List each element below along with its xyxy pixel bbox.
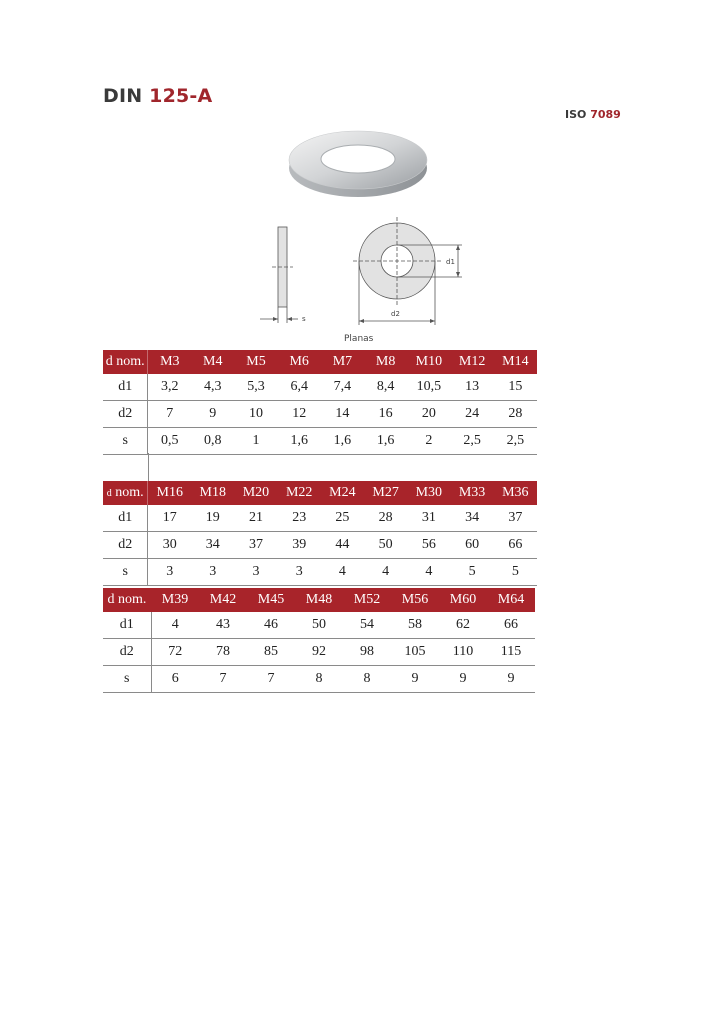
iso-code: 7089 [590,108,621,121]
size-cell: M60 [439,588,487,612]
size-cell: M18 [191,481,234,505]
table-row [103,505,537,532]
table-row [103,374,537,401]
row-label: d2 [103,532,148,559]
value-cell: 44 [321,532,364,559]
value-cell: 17 [148,505,191,532]
value-cell: 7 [247,666,295,693]
size-cell: M64 [487,588,535,612]
value-cell: 7 [148,401,191,428]
value-cell: 4 [151,612,199,639]
size-cell: M3 [148,350,191,374]
value-cell: 85 [247,639,295,666]
value-cell: 3 [148,559,191,586]
row-label: s [103,428,148,455]
value-cell: 110 [439,639,487,666]
value-cell: 0,8 [191,428,234,455]
size-cell: M52 [343,588,391,612]
value-cell: 9 [191,401,234,428]
figure-caption: Planas [344,334,374,344]
size-cell: M30 [407,481,450,505]
table-row [103,559,537,586]
row-label: s [103,559,148,586]
row-label: d1 [103,612,151,639]
value-cell: 1 [234,428,277,455]
iso-reference [565,108,621,121]
size-table-2 [103,481,537,586]
size-cell: M12 [450,350,493,374]
value-cell: 8 [295,666,343,693]
table-row [103,612,535,639]
value-cell: 23 [278,505,321,532]
value-cell: 21 [234,505,277,532]
washer-photo [283,124,433,204]
header-label-small: d [106,488,112,499]
table-divider [148,453,149,481]
table-row [103,428,537,455]
value-cell: 37 [494,505,537,532]
value-cell: 50 [364,532,407,559]
value-cell: 25 [321,505,364,532]
value-cell: 0,5 [148,428,191,455]
row-label: d1 [103,505,148,532]
header-label-main: nom. [115,485,144,500]
value-cell: 5 [494,559,537,586]
value-cell: 4 [407,559,450,586]
value-cell: 58 [391,612,439,639]
table-row [103,401,537,428]
dim-d2-label: d2 [391,310,400,318]
value-cell: 3 [191,559,234,586]
value-cell: 1,6 [278,428,321,455]
value-cell: 10 [234,401,277,428]
size-cell: M56 [391,588,439,612]
size-cell: M16 [148,481,191,505]
document-title [103,85,212,107]
dim-d1-label: d1 [446,258,455,266]
value-cell: 2,5 [450,428,493,455]
value-cell: 9 [391,666,439,693]
standard-code: 125-A [149,85,213,107]
technical-drawing [250,215,470,333]
header-label [103,481,148,505]
value-cell: 50 [295,612,343,639]
value-cell: 56 [407,532,450,559]
size-cell: M39 [151,588,199,612]
size-cell: M24 [321,481,364,505]
value-cell: 13 [450,374,493,401]
value-cell: 2 [407,428,450,455]
table-header-row [103,481,537,505]
row-label: d2 [103,401,148,428]
size-cell: M36 [494,481,537,505]
size-table-1 [103,350,537,455]
size-cell: M4 [191,350,234,374]
value-cell: 5,3 [234,374,277,401]
value-cell: 3 [278,559,321,586]
size-cell: M5 [234,350,277,374]
value-cell: 92 [295,639,343,666]
value-cell: 72 [151,639,199,666]
value-cell: 54 [343,612,391,639]
value-cell: 16 [364,401,407,428]
table-header-row [103,588,535,612]
value-cell: 62 [439,612,487,639]
value-cell: 28 [494,401,537,428]
value-cell: 60 [450,532,493,559]
value-cell: 105 [391,639,439,666]
value-cell: 37 [234,532,277,559]
value-cell: 1,6 [364,428,407,455]
size-cell: M33 [450,481,493,505]
value-cell: 34 [191,532,234,559]
value-cell: 2,5 [494,428,537,455]
table-header-row [103,350,537,374]
value-cell: 115 [487,639,535,666]
size-cell: M10 [407,350,450,374]
value-cell: 20 [407,401,450,428]
dim-s-label: s [302,315,306,323]
value-cell: 8,4 [364,374,407,401]
value-cell: 10,5 [407,374,450,401]
size-cell: M42 [199,588,247,612]
row-label: d1 [103,374,148,401]
iso-prefix: ISO [565,108,587,121]
value-cell: 46 [247,612,295,639]
size-table-3 [103,588,535,693]
value-cell: 9 [487,666,535,693]
value-cell: 9 [439,666,487,693]
value-cell: 24 [450,401,493,428]
header-label: d nom. [103,350,148,374]
size-cell: M27 [364,481,407,505]
size-cell: M22 [278,481,321,505]
size-cell: M45 [247,588,295,612]
table-row [103,532,537,559]
row-label: d2 [103,639,151,666]
size-cell: M48 [295,588,343,612]
value-cell: 98 [343,639,391,666]
value-cell: 7 [199,666,247,693]
size-cell: M20 [234,481,277,505]
header-label: d nom. [103,588,151,612]
value-cell: 43 [199,612,247,639]
value-cell: 6,4 [278,374,321,401]
size-cell: M6 [278,350,321,374]
standard-prefix: DIN [103,85,143,107]
value-cell: 6 [151,666,199,693]
value-cell: 19 [191,505,234,532]
row-label: s [103,666,151,693]
value-cell: 66 [494,532,537,559]
size-cell: M7 [321,350,364,374]
value-cell: 34 [450,505,493,532]
value-cell: 7,4 [321,374,364,401]
value-cell: 1,6 [321,428,364,455]
value-cell: 4 [364,559,407,586]
value-cell: 4 [321,559,364,586]
value-cell: 8 [343,666,391,693]
table-row [103,639,535,666]
value-cell: 3,2 [148,374,191,401]
value-cell: 31 [407,505,450,532]
size-cell: M14 [494,350,537,374]
size-cell: M8 [364,350,407,374]
value-cell: 28 [364,505,407,532]
value-cell: 15 [494,374,537,401]
value-cell: 14 [321,401,364,428]
value-cell: 30 [148,532,191,559]
value-cell: 66 [487,612,535,639]
table-row [103,666,535,693]
value-cell: 39 [278,532,321,559]
value-cell: 5 [450,559,493,586]
value-cell: 12 [278,401,321,428]
value-cell: 78 [199,639,247,666]
value-cell: 4,3 [191,374,234,401]
value-cell: 3 [234,559,277,586]
